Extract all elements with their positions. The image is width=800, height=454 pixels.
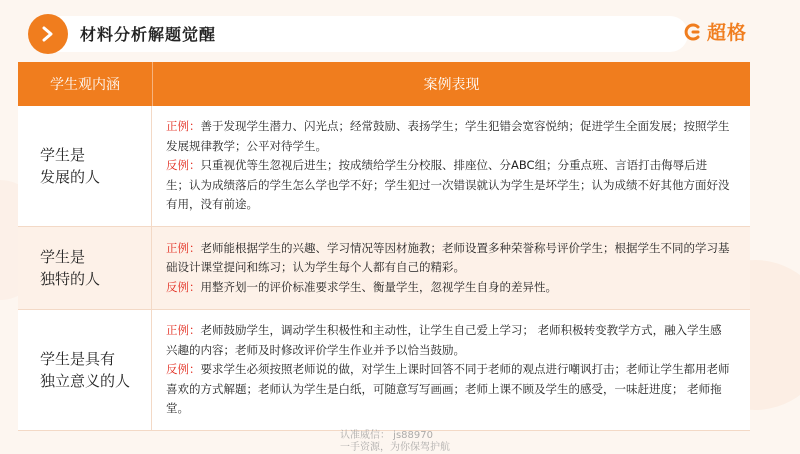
positive-text: 老师鼓励学生，调动学生积极性和主动性，让学生自己爱上学习； 老师积极转变教学方式，融入学生感兴趣的内容；老师及时修改评价学生作业并予以恰当鼓励。 bbox=[166, 323, 722, 357]
row-content bbox=[152, 227, 750, 309]
row-content bbox=[152, 310, 750, 430]
table-row bbox=[18, 310, 750, 431]
positive-example bbox=[166, 117, 730, 156]
table-header bbox=[18, 62, 750, 106]
negative-tag: 反例： bbox=[166, 362, 201, 377]
positive-tag: 正例： bbox=[166, 119, 201, 134]
row-label bbox=[18, 106, 152, 226]
negative-tag: 反例： bbox=[166, 158, 201, 173]
logo-icon bbox=[683, 22, 703, 42]
table-row bbox=[18, 106, 750, 227]
positive-tag: 正例： bbox=[166, 240, 201, 255]
negative-text: 要求学生必须按照老师说的做，对学生上课时回答不同于老师的观点进行嘲讽打击；老师让学生都用老师喜欢的方式解题；老师认为学生是白纸，可随意写写画画；老师上课不顾及学生的感受，一味赶进度； 老师拖堂。 bbox=[166, 362, 730, 416]
column-header-cases: 案例表现 bbox=[423, 77, 480, 93]
row-label-line: 发展的人 bbox=[40, 168, 101, 186]
row-label-line: 学生是具有 bbox=[40, 350, 116, 368]
logo-text: 超格 bbox=[707, 22, 748, 44]
negative-example bbox=[166, 278, 730, 298]
positive-example bbox=[166, 239, 730, 278]
header-arrow-icon bbox=[28, 14, 68, 54]
negative-text: 只重视优等生忽视后进生；按成绩给学生分校服、排座位、分ABC组；分重点班、言语打击侮辱后进生；认为成绩落后的学生怎么学也学不好；学生犯过一次错误就认为学生是坏学生；认为成绩不好其他方面好没有用，没有前途。 bbox=[166, 158, 730, 212]
row-label-line: 独立意义的人 bbox=[40, 372, 131, 390]
watermark-line: 认准威信： js88970 bbox=[340, 430, 433, 441]
student-view-table bbox=[18, 62, 750, 430]
row-label-line: 学生是 bbox=[40, 146, 86, 164]
column-header-connotation: 学生观内涵 bbox=[18, 62, 153, 106]
positive-text: 老师能根据学生的兴趣、学习情况等因材施教；老师设置多种荣誉称号评价学生；根据学生不同的学习基础设计课堂提问和练习；认为学生每个人都有自己的精彩。 bbox=[166, 240, 730, 275]
row-label-line: 学生是 bbox=[40, 248, 86, 266]
negative-example bbox=[166, 360, 730, 419]
watermark bbox=[340, 430, 450, 454]
page-title: 材料分析解题觉醒 bbox=[80, 25, 217, 44]
positive-example bbox=[166, 321, 730, 360]
row-label bbox=[18, 227, 152, 309]
table-row bbox=[18, 227, 750, 310]
negative-text: 用整齐划一的评价标准要求学生、衡量学生，忽视学生自身的差异性。 bbox=[200, 279, 557, 294]
row-label bbox=[18, 310, 152, 430]
negative-example bbox=[166, 156, 730, 215]
row-content bbox=[152, 106, 750, 226]
positive-text: 善于发现学生潜力、闪光点；经常鼓励、表扬学生；学生犯错会宽容悦纳；促进学生全面发展；按照学生发展规律教学；公平对待学生。 bbox=[166, 119, 730, 153]
brand-logo bbox=[683, 18, 747, 45]
row-label-line: 独特的人 bbox=[40, 270, 101, 288]
positive-tag: 正例： bbox=[166, 323, 201, 338]
watermark-line: 一手资源，为你保驾护航 bbox=[340, 442, 450, 453]
negative-tag: 反例： bbox=[166, 279, 201, 294]
